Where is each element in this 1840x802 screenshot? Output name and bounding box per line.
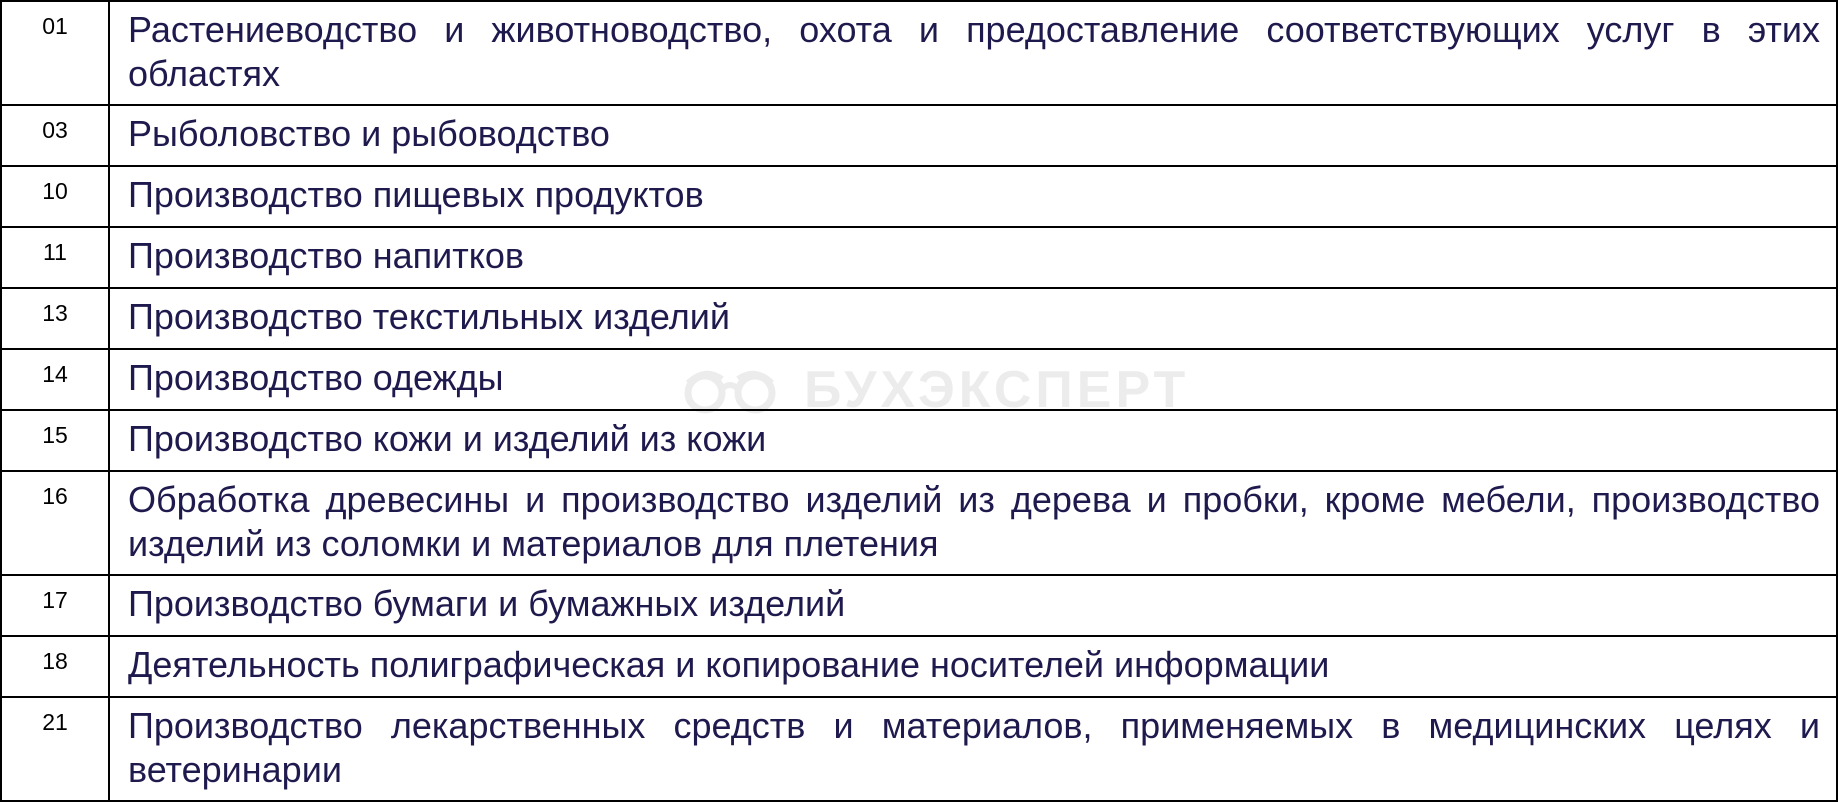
row-name: Производство кожи и изделий из кожи [109,410,1837,471]
row-code: 15 [1,410,109,471]
row-name: Производство лекарственных средств и материалов, применяемых в медицинских целях и ветеринарии [109,697,1837,801]
row-code: 21 [1,697,109,801]
table-row [1,1,1837,105]
row-code: 16 [1,471,109,575]
row-code: 03 [1,105,109,166]
row-name: Производство одежды [109,349,1837,410]
table-row [1,636,1837,697]
row-name: Производство бумаги и бумажных изделий [109,575,1837,636]
row-code: 01 [1,1,109,105]
row-code: 17 [1,575,109,636]
table-row [1,105,1837,166]
row-name: Производство напитков [109,227,1837,288]
row-code: 11 [1,227,109,288]
row-code: 14 [1,349,109,410]
row-name: Рыболовство и рыбоводство [109,105,1837,166]
table-row [1,697,1837,801]
row-name: Обработка древесины и производство изделий из дерева и пробки, кроме мебели, производство изделий из соломки и материалов для плетения [109,471,1837,575]
watermark-text: БУХЭКСПЕРТ [804,361,1190,419]
row-code: 18 [1,636,109,697]
table-row [1,349,1837,410]
row-name: Производство пищевых продуктов [109,166,1837,227]
row-code: 13 [1,288,109,349]
table-row [1,471,1837,575]
row-name: Производство текстильных изделий [109,288,1837,349]
table-row [1,410,1837,471]
row-code: 10 [1,166,109,227]
row-name: Растениеводство и животноводство, охота и предоставление соответствующих услуг в этих областях [109,1,1837,105]
table-row [1,166,1837,227]
row-name: Деятельность полиграфическая и копирование носителей информации [109,636,1837,697]
table-row [1,227,1837,288]
table-row [1,288,1837,349]
table-row [1,575,1837,636]
